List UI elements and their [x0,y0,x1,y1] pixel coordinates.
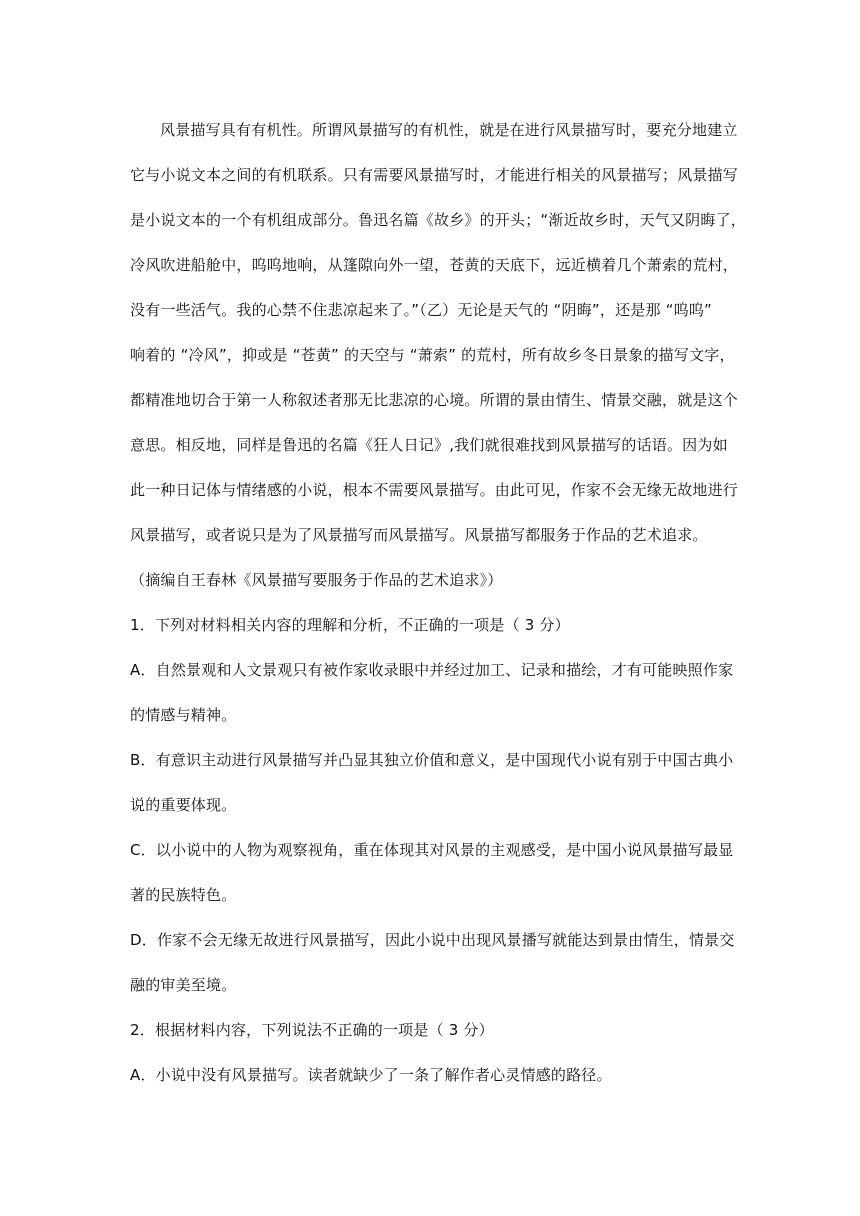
q1-option-b-cont: 说的重要体现。 [130,796,237,814]
q1-option-b: B．有意识主动进行风景描写并凸显其独立价值和意义，是中国现代小说有别于中国古典小 [130,751,734,769]
q1-option-a: A．自然景观和人文景观只有被作家收录眼中并经过加工、记录和描绘，才有可能映照作家 [130,661,734,679]
passage-line: 响着的 “冷风”，抑或是 “苍黄” 的天空与 “萧索” 的荒村，所有故乡冬日景象的描写文字， [130,346,735,364]
q1-option-d: D．作家不会无缘无故进行风景描写，因此小说中出现风景播写就能达到景由情生，情景交 [130,931,735,949]
question-1-stem: 1．下列对材料相关内容的理解和分析，不正确的一项是（ 3 分） [130,616,570,634]
question-2-stem: 2．根据材料内容，下列说法不正确的一项是（ 3 分） [130,1021,494,1039]
passage-line: 没有一些活气。我的心禁不住悲凉起来了。”（乙）无论是天气的 “阴晦”，还是那 “呜呜” [130,301,712,319]
q2-option-a: A．小说中没有风景描写。读者就缺少了一条了解作者心灵情感的路径。 [130,1066,612,1084]
q1-option-a-cont: 的情感与精神。 [130,706,237,724]
passage-line: 意思。相反地，同样是鲁迅的名篇《狂人日记》,我们就很难找到风景描写的话语。因为如 [130,436,728,454]
q1-option-d-cont: 融的审美至境。 [130,976,237,994]
q1-option-c: C．以小说中的人物为观察视角，重在体现其对风景的主观感受，是中国小说风景描写最显 [130,841,734,859]
passage-source: （摘编自王春林《风景描写要服务于作品的艺术追求》） [130,571,503,589]
passage-line: 风景描写具有有机性。所谓风景描写的有机性，就是在进行风景描写时，要充分地建立 [160,121,738,139]
passage-line: 都精准地切合于第一人称叙述者那无比悲凉的心境。所谓的景由情生、情景交融，就是这个 [130,391,739,409]
q1-option-c-cont: 著的民族特色。 [130,886,237,904]
passage-line: 风景描写，或者说只是为了风景描写而风景描写。风景描写都服务于作品的艺术追求。 [130,526,708,544]
passage-line: 此一种日记体与情绪感的小说，根本不需要风景描写。由此可见，作家不会无缘无故地进行 [130,481,739,499]
passage-line: 冷风吹进船舱中，呜呜地响，从篷隙向外一望，苍黄的天底下，远近横着几个萧索的荒村， [130,256,739,274]
passage-line: 是小说文本的一个有机组成部分。鲁迅名篇《故乡》的开头；“渐近故乡时，天气又阴晦了， [130,211,746,229]
passage-line: 它与小说文本之间的有机联系。只有需要风景描写时，才能进行相关的风景描写；风景描写 [130,166,739,184]
